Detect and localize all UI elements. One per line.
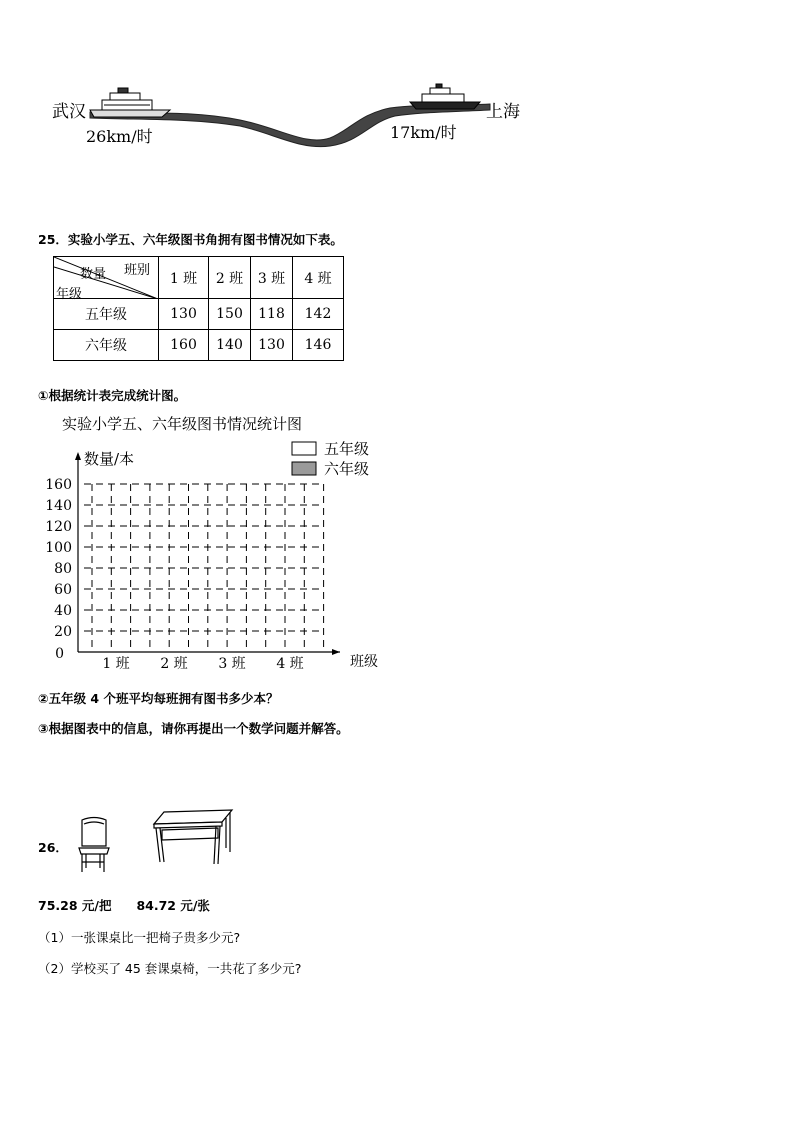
price-line: 75.28 元/把 84.72 元/张 <box>38 898 210 913</box>
y-tick-label: 20 <box>54 624 72 640</box>
q26-sub2: （2）学校买了 45 套课桌椅，一共花了多少元? <box>38 961 302 976</box>
q25-title: 25．实验小学五、六年级图书角拥有图书情况如下表。 <box>38 232 343 247</box>
column-header: 1 班 <box>159 257 209 299</box>
table-cell: 140 <box>209 330 251 361</box>
left-ship-icon <box>90 88 170 117</box>
x-tick-label: 3 班 <box>218 656 246 672</box>
corner-class-label: 班别 <box>124 263 151 278</box>
row-label: 六年级 <box>54 330 159 361</box>
chart-title: 实验小学五、六年级图书情况统计图 <box>62 415 303 433</box>
x-tick-label: 1 班 <box>102 656 130 672</box>
chair-icon <box>74 816 114 874</box>
right-speed-label: 17km/时 <box>390 123 457 142</box>
x-axis-label: 班级 <box>350 654 378 670</box>
q26-sub1: （1）一张课桌比一把椅子贵多少元? <box>38 930 241 945</box>
table-row <box>54 299 344 330</box>
y-tick-label: 120 <box>45 519 72 535</box>
legend-swatch-fifth <box>292 442 316 455</box>
left-speed-label: 26km/时 <box>86 127 153 146</box>
y-tick-label: 60 <box>54 582 72 598</box>
q25-sub1: ①根据统计表完成统计图。 <box>38 388 187 403</box>
table-cell: 130 <box>159 299 209 330</box>
table-cell: 150 <box>209 299 251 330</box>
y-tick-label: 140 <box>45 498 72 514</box>
column-header: 2 班 <box>209 257 251 299</box>
legend-swatch-sixth <box>292 462 316 475</box>
x-tick-label: 2 班 <box>160 656 188 672</box>
y-tick-label: 0 <box>55 646 64 662</box>
left-city-label: 武汉 <box>52 102 86 122</box>
table-cell: 130 <box>251 330 293 361</box>
x-axis-arrow <box>332 649 340 655</box>
legend-label: 五年级 <box>324 440 370 458</box>
x-tick-label: 4 班 <box>276 656 304 672</box>
river-illustration <box>80 80 500 150</box>
table-cell: 146 <box>293 330 344 361</box>
row-label: 五年级 <box>54 299 159 330</box>
table-corner-cell <box>54 257 159 302</box>
q25-sub2: ②五年级 4 个班平均每班拥有图书多少本？ <box>38 691 279 706</box>
q25-sub3: ③根据图表中的信息，请你再提出一个数学问题并解答。 <box>38 721 349 736</box>
table-cell: 118 <box>251 299 293 330</box>
y-axis-label: 数量/本 <box>84 450 135 468</box>
column-header: 4 班 <box>293 257 344 299</box>
corner-grade-label: 年级 <box>56 287 83 302</box>
q26-number: 26． <box>38 840 68 855</box>
column-header: 3 班 <box>251 257 293 299</box>
stats-table <box>53 256 344 361</box>
right-city-label: 上海 <box>486 102 520 122</box>
table-row <box>54 330 344 361</box>
y-tick-label: 160 <box>45 477 72 493</box>
bar-chart <box>40 432 400 682</box>
y-tick-label: 80 <box>54 561 72 577</box>
table-cell: 142 <box>293 299 344 330</box>
right-ship-icon <box>410 84 480 109</box>
table-cell: 160 <box>159 330 209 361</box>
y-axis-arrow <box>75 452 81 460</box>
legend-label: 六年级 <box>324 460 370 478</box>
y-tick-label: 40 <box>54 603 72 619</box>
corner-count-label: 数量 <box>80 267 107 282</box>
y-tick-label: 100 <box>45 540 72 556</box>
desk-icon <box>150 808 236 868</box>
